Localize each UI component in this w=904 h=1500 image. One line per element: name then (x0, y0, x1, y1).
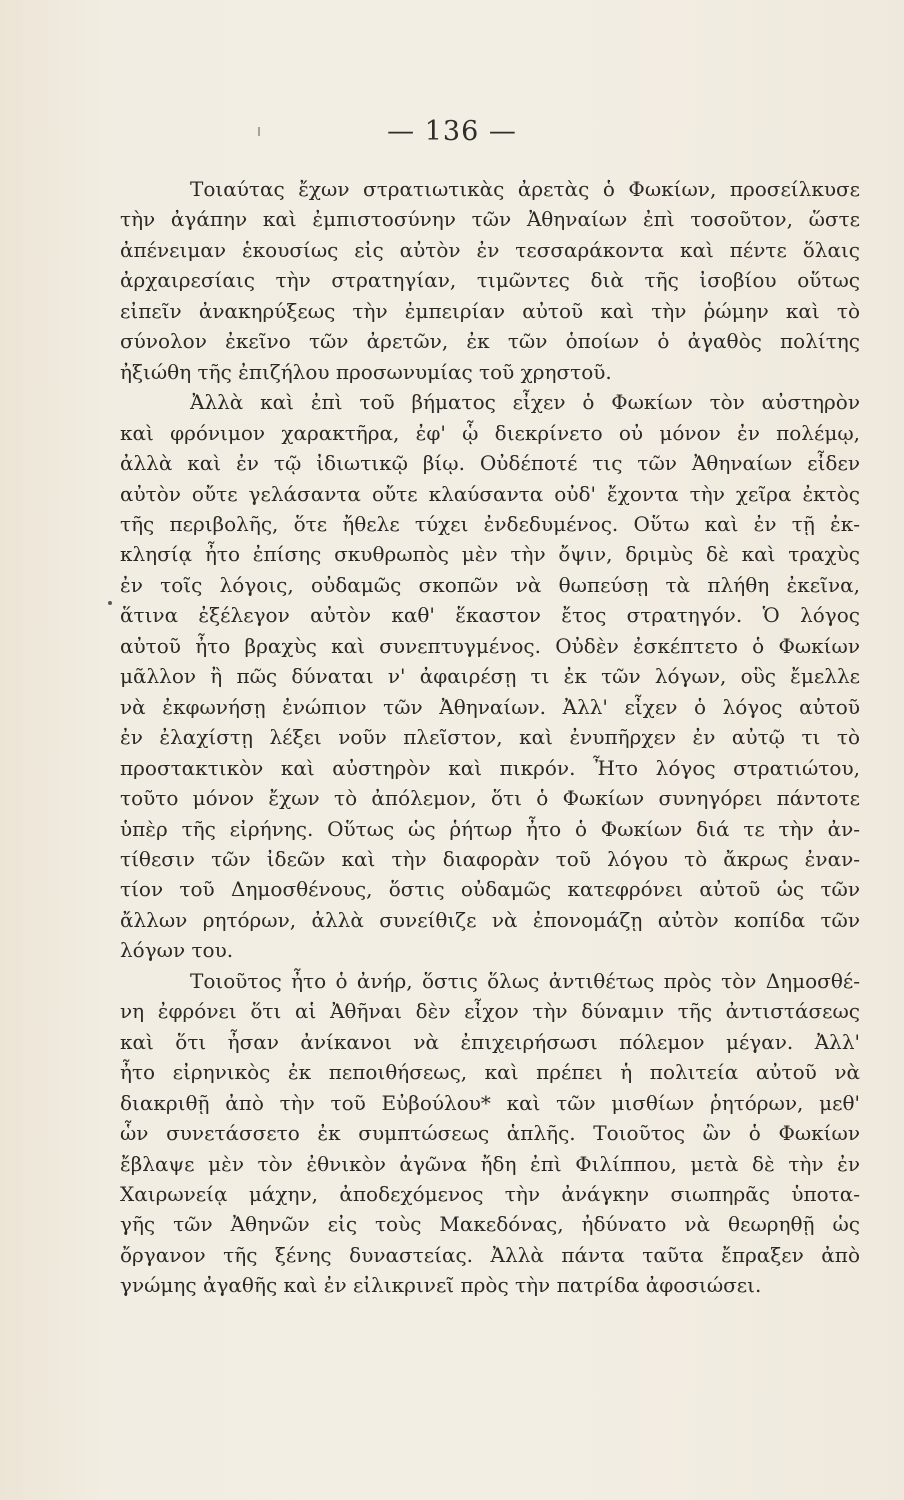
text-line: ἦτο εἰρηνικὸς ἐκ πεποιθήσεως, καὶ πρέπει ἡ πολιτεία αὐτοῦ νὰ (120, 1060, 860, 1085)
text-line: αὐτοῦ ἦτο βραχὺς καὶ συνεπτυγμένος. Οὐδὲν ἐσκέπτετο ὁ Φωκίων (120, 633, 860, 658)
page-number-header: — 136 — (387, 116, 517, 147)
text-line: Χαιρωνείᾳ μάχην, ἀποδεχόμενος τὴν ἀνάγκην σιωπηρᾶς ὑποτα- (120, 1181, 860, 1206)
text-line: τὴν ἀγάπην καὶ ἐμπιστοσύνην τῶν Ἀθηναίων ἐπὶ τοσοῦτον, ὥστε (120, 207, 860, 232)
text-line: λόγων του. (120, 938, 234, 963)
text-line: προστακτικὸν καὶ αὐστηρὸν καὶ πικρόν. Ἦτο λόγος στρατιώτου, (120, 755, 860, 780)
text-line: τῆς περιβολῆς, ὅτε ἤθελε τύχει ἐνδεδυμένος. Οὕτω καὶ ἐν τῇ ἐκ- (120, 511, 860, 536)
text-line: τίθεσιν τῶν ἰδεῶν καὶ τὴν διαφορὰν τοῦ λόγου τὸ ἄκρως ἐναν- (120, 846, 860, 871)
margin-dot (108, 601, 112, 605)
text-line: ἄλλων ρητόρων, ἀλλὰ συνείθιζε νὰ ἐπονομάζῃ αὐτὸν κοπίδα τῶν (120, 907, 860, 932)
text-line: καὶ ὅτι ἦσαν ἀνίκανοι νὰ ἐπιχειρήσωσι πόλεμον μέγαν. Ἀλλ' (120, 1029, 860, 1054)
text-line: εἰπεῖν ἀνακηρύξεως τὴν ἐμπειρίαν αὐτοῦ καὶ τὴν ῥώμην καὶ τὸ (120, 298, 860, 323)
text-line: ἀπένειμαν ἑκουσίως εἰς αὐτὸν ἐν τεσσαράκοντα καὶ πέντε ὅλαις (120, 237, 860, 262)
text-line: ἀλλὰ καὶ ἐν τῷ ἰδιωτικῷ βίῳ. Οὐδέποτέ τις τῶν Ἀθηναίων εἶδεν (120, 451, 860, 476)
text-line: νὰ ἐκφωνήσῃ ἐνώπιον τῶν Ἀθηναίων. Ἀλλ' εἶχεν ὁ λόγος αὐτοῦ (120, 694, 860, 719)
text-line: ὧν συνετάσσετο ἐκ συμπτώσεως ἁπλῆς. Τοιοῦτος ὢν ὁ Φωκίων (120, 1121, 860, 1146)
text-line: ἀρχαιρεσίαις τὴν στρατηγίαν, τιμῶντες διὰ τῆς ἰσοβίου οὕτως (120, 268, 860, 293)
text-line: κλησίᾳ ἦτο ἐπίσης σκυθρωπὸς μὲν τὴν ὄψιν, δριμὺς δὲ καὶ τραχὺς (120, 542, 860, 567)
text-line: γνώμης ἀγαθῆς καὶ ἐν εἰλικρινεῖ πρὸς τὴν πατρίδα ἀφοσιώσει. (120, 1273, 762, 1298)
text-line: Τοιοῦτος ἦτο ὁ ἀνήρ, ὅστις ὅλως ἀντιθέτως πρὸς τὸν Δημοσθέ- (190, 968, 860, 993)
text-line: Ἀλλὰ καὶ ἐπὶ τοῦ βήματος εἶχεν ὁ Φωκίων τὸν αὐστηρὸν (190, 390, 860, 415)
text-line: ἐν τοῖς λόγοις, οὐδαμῶς σκοπῶν νὰ θωπεύσῃ τὰ πλήθη ἐκεῖνα, (120, 572, 860, 597)
text-line: ἠξιώθη τῆς ἐπιζήλου προσωνυμίας τοῦ χρηστοῦ. (120, 359, 612, 384)
text-line: ἔβλαψε μὲν τὸν ἐθνικὸν ἀγῶνα ἤδη ἐπὶ Φιλίππου, μετὰ δὲ τὴν ἐν (120, 1151, 860, 1176)
text-line: αὐτὸν οὔτε γελάσαντα οὔτε κλαύσαντα οὐδ' ἔχοντα τὴν χεῖρα ἐκτὸς (120, 481, 860, 506)
text-line: ἐν ἐλαχίστῃ λέξει νοῦν πλεῖστον, καὶ ἐνυπῆρχεν ἐν αὐτῷ τι τὸ (120, 725, 860, 750)
text-line: μᾶλλον ἢ πῶς δύναται ν' ἀφαιρέσῃ τι ἐκ τῶν λόγων, οὓς ἔμελλε (120, 664, 860, 689)
text-line: ὑπὲρ τῆς εἰρήνης. Οὕτως ὡς ῥήτωρ ἦτο ὁ Φωκίων διά τε τὴν ἀν- (120, 816, 860, 841)
text-line: καὶ φρόνιμον χαρακτῆρα, ἐφ' ᾧ διεκρίνετο οὐ μόνον ἐν πολέμῳ, (120, 420, 860, 445)
text-line: γῆς τῶν Ἀθηνῶν εἰς τοὺς Μακεδόνας, ἠδύνατο νὰ θεωρηθῇ ὡς (120, 1212, 860, 1237)
text-line: ὄργανον τῆς ξένης δυναστείας. Ἀλλὰ πάντα ταῦτα ἔπραξεν ἀπὸ (120, 1242, 860, 1267)
text-line: τίον τοῦ Δημοσθένους, ὅστις οὐδαμῶς κατεφρόνει αὐτοῦ ὡς τῶν (120, 877, 860, 902)
text-line: Τοιαύτας ἔχων στρατιωτικὰς ἀρετὰς ὁ Φωκίων, προσείλκυσε (190, 177, 860, 201)
text-line: τοῦτο μόνον ἔχων τὸ ἀπόλεμον, ὅτι ὁ Φωκίων συνηγόρει πάντοτε (120, 786, 860, 811)
text-line: νη ἐφρόνει ὅτι αἱ Ἀθῆναι δὲν εἶχον τὴν δύναμιν τῆς ἀντιστάσεως (120, 999, 860, 1024)
text-line: ἅτινα ἐξέλεγον αὐτὸν καθ' ἕκαστον ἔτος στρατηγόν. Ὁ λόγος (120, 603, 860, 628)
body-text (120, 174, 860, 1301)
text-line: διακριθῇ ἀπὸ τὴν τοῦ Εὐβούλου* καὶ τῶν μισθίων ῥητόρων, μεθ' (120, 1090, 860, 1115)
text-line: σύνολον ἐκεῖνο τῶν ἀρετῶν, ἐκ τῶν ὁποίων ὁ ἀγαθὸς πολίτης (120, 329, 860, 354)
